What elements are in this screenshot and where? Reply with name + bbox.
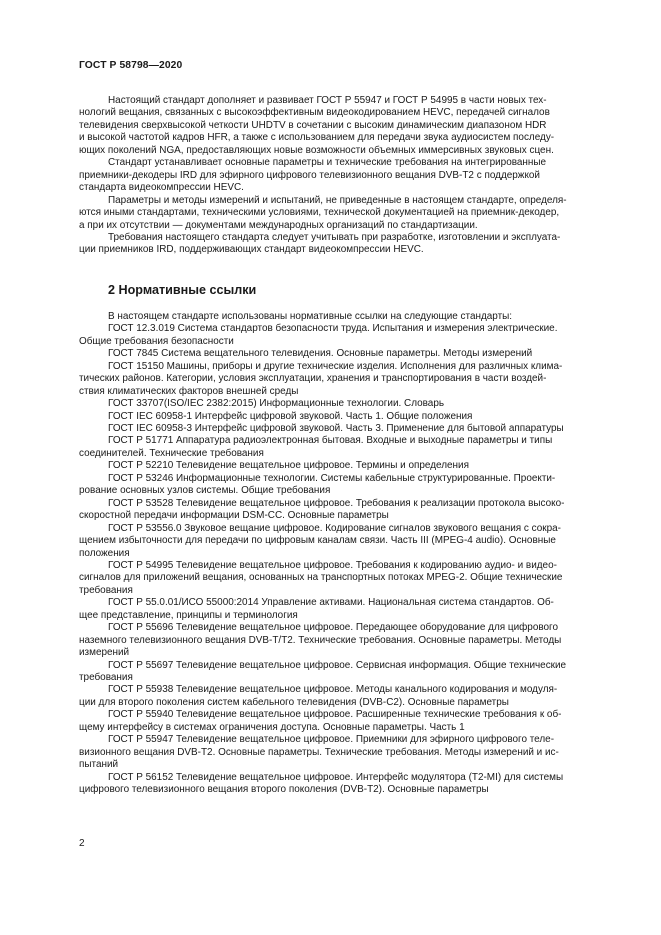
reference-item: ГОСТ 33707(ISO/IEC 2382:2015) Информационные технологии. Словарь	[108, 398, 445, 410]
references-lead-paragraph: В настоящем стандарте использованы нормативные ссылки на следующие стандарты:	[108, 310, 513, 322]
reference-item: ГОСТ Р 55947 Телевидение вещательное цифровое. Приемники для эфирного цифрового теле- визионного вещания DVB-T2. Основные параметры. Технические требования. Методы измерений и ис- пытаний	[79, 734, 559, 771]
document-code-header: ГОСТ Р 58798—2020	[79, 60, 183, 71]
reference-item: ГОСТ Р 54995 Телевидение вещательное цифровое. Требования к кодированию аудио- и видео- сигналов для приложений вещания, основанных на транспортных потоках MPEG-2. Общие технические требования	[79, 559, 563, 596]
reference-item: ГОСТ 12.3.019 Система стандартов безопасности труда. Испытания и измерения электрические. Общие требования безопасности	[79, 323, 558, 347]
reference-item: ГОСТ Р 55697 Телевидение вещательное цифровое. Сервисная информация. Общие технические требования	[79, 659, 567, 684]
reference-item: ГОСТ Р 55938 Телевидение вещательное цифровое. Методы канального кодирования и модуля- ции для второго поколения систем кабельного телевидения (DVB-C2). Основные параметры	[79, 684, 558, 708]
section-heading-normative-references: 2 Нормативные ссылки	[108, 282, 257, 297]
reference-item: ГОСТ Р 51771 Аппаратура радиоэлектронная бытовая. Входные и выходные параметры и типы соединителей. Технические требования	[79, 435, 553, 459]
page-content	[79, 95, 620, 797]
reference-item: ГОСТ Р 52210 Телевидение вещательное цифровое. Термины и определения	[108, 460, 469, 472]
reference-item: ГОСТ IEC 60958-3 Интерфейс цифровой звуковой. Часть 3. Применение для бытовой аппаратуры	[108, 422, 564, 434]
reference-item: ГОСТ Р 53556.0 Звуковое вещание цифровое. Кодирование сигналов звукового вещания с сокра- щением избыточности для передачи по цифровым каналам связи. Часть III (MPEG-4 audio). Основные положения	[79, 522, 561, 559]
normative-references-list	[79, 311, 620, 797]
reference-item: ГОСТ 7845 Система вещательного телевидения. Основные параметры. Методы измерений	[108, 348, 533, 360]
intro-paragraph: Настоящий стандарт дополняет и развивает ГОСТ Р 55947 и ГОСТ Р 54995 в части новых тех- нологий вещания, связанных с высокоэффективным видеокодированием HEVC, передачей сигналов телевидения сверхвысокой четкости UHDTV в сочетании с высоким динамическим диапазоном HDR и высокой частотой кадров HFR, а также с использованием для передачи звука аудиосистем последу- ющих поколений NGA, предоставляющих новые возможности объемных иммерсивных звуковых сцен.	[79, 95, 555, 156]
reference-item: ГОСТ Р 53246 Информационные технологии. Системы кабельные структурированные. Проекти- рование основных узлов системы. Общие требования	[79, 472, 556, 497]
reference-item: ГОСТ 15150 Машины, приборы и другие технические изделия. Исполнения для различных клима- тических районов. Категории, условия эксплуатации, хранения и транспортирования в части воздей- ствия климатических факторов внешней среды	[79, 360, 563, 397]
intro-paragraph: Требования настоящего стандарта следует учитывать при разработке, изготовлении и эксплуата- ции приемников IRD, поддерживающих стандарт видеокомпрессии HEVC.	[79, 231, 561, 256]
introduction-text	[79, 95, 620, 257]
intro-paragraph: Параметры и методы измерений и испытаний, не приведенные в настоящем стандарте, определя- ются иными стандартами, техническими условиями, технической документацией на приемник-декодер, а при их отсутствии — документами международных организаций по стандартизации.	[79, 194, 567, 231]
intro-paragraph: Стандарт устанавливает основные параметры и технические требования на интегрированные приемники-декодеры IRD для эфирного цифрового телевизионного вещания DVB-T2 с поддержкой стандарта видеокомпрессии HEVC.	[79, 157, 547, 194]
page-number: 2	[79, 838, 85, 849]
reference-item: ГОСТ Р 53528 Телевидение вещательное цифровое. Требования к реализации протокола высоко- скоростной передачи информации DSM-CC. Основные параметры	[79, 497, 565, 522]
reference-item: ГОСТ IEC 60958-1 Интерфейс цифровой звуковой. Часть 1. Общие положения	[108, 410, 473, 422]
reference-item: ГОСТ Р 55696 Телевидение вещательное цифровое. Передающее оборудование для цифрового наземного телевизионного вещания DVB-T/T2. Технические требования. Основные параметры. Методы измерений	[79, 622, 562, 659]
reference-item: ГОСТ Р 55.0.01/ИСО 55000:2014 Управление активами. Национальная система стандартов. Об- щее представление, принципы и терминология	[79, 597, 554, 621]
reference-item: ГОСТ Р 55940 Телевидение вещательное цифровое. Расширенные технические требования к об- щему интерфейсу в системах ограничения доступа. Основные параметры. Часть 1	[79, 709, 562, 733]
reference-item: ГОСТ Р 56152 Телевидение вещательное цифровое. Интерфейс модулятора (T2-MI) для системы цифрового телевизионного вещания второго поколения (DVB-T2). Основные параметры	[79, 771, 564, 796]
